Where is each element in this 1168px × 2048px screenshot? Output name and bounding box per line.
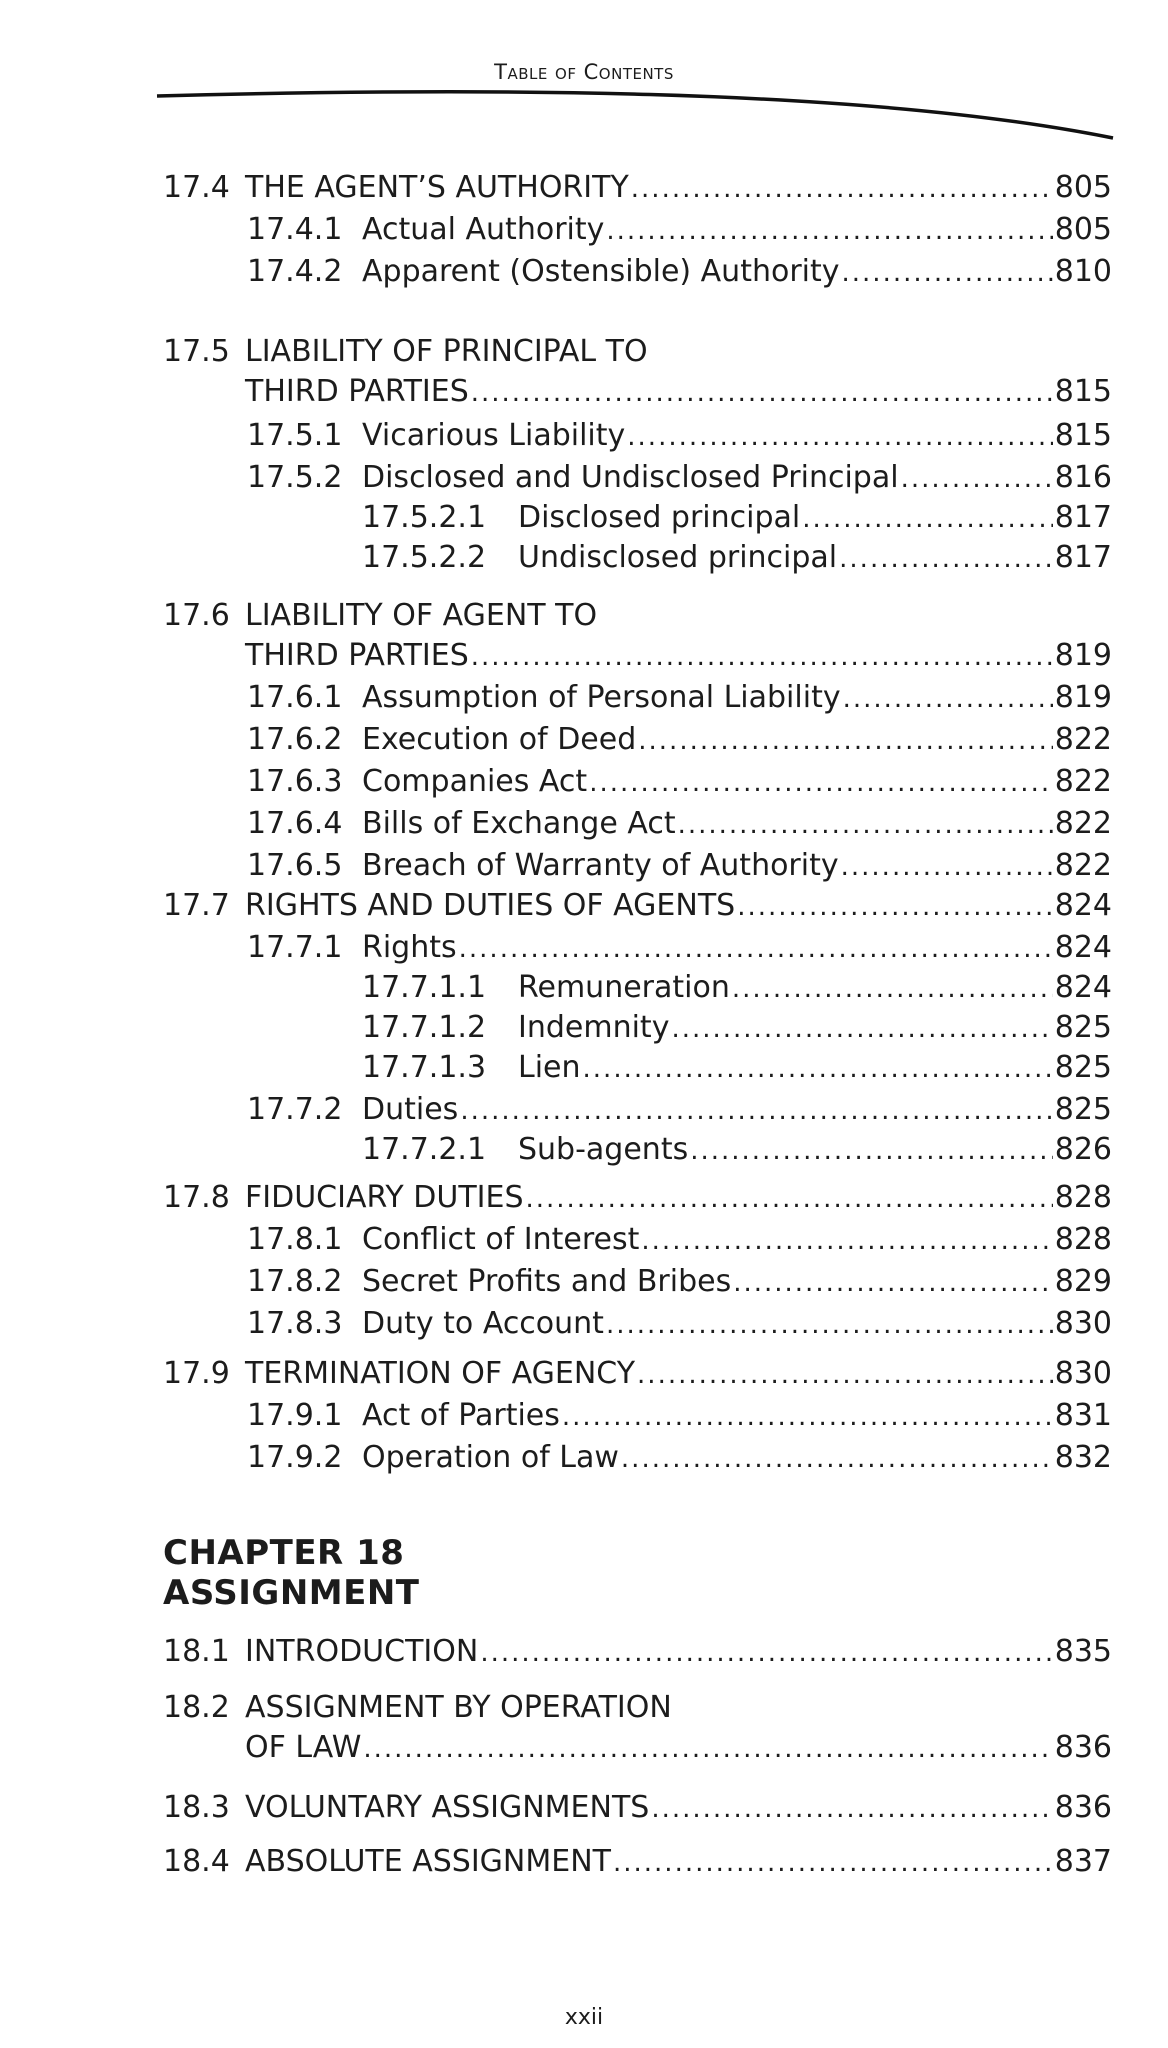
toc-entry[interactable] bbox=[245, 1634, 1112, 1671]
toc-page-number: 822 bbox=[1054, 764, 1112, 799]
toc-entry[interactable] bbox=[518, 500, 1112, 537]
dot-leader bbox=[638, 723, 1052, 759]
dot-leader bbox=[671, 1011, 1052, 1047]
toc-number: 17.6.2 bbox=[247, 722, 343, 757]
toc-number: 17.5.1 bbox=[247, 418, 343, 453]
dot-leader bbox=[631, 171, 1053, 207]
toc-page-number: 831 bbox=[1054, 1398, 1112, 1433]
toc-title: Secret Profits and Bribes bbox=[362, 1264, 732, 1299]
toc-number: 17.9 bbox=[163, 1356, 230, 1391]
toc-page-number: 825 bbox=[1054, 1092, 1112, 1127]
toc-number: 17.6.4 bbox=[247, 806, 343, 841]
dot-leader bbox=[839, 541, 1053, 577]
dot-leader bbox=[460, 1093, 1052, 1129]
toc-number: 17.5 bbox=[163, 334, 230, 369]
dot-leader bbox=[737, 889, 1053, 925]
toc-title: ASSIGNMENT BY OPERATION bbox=[245, 1690, 672, 1725]
toc-number: 17.7 bbox=[163, 888, 230, 923]
toc-number: 17.7.1.2 bbox=[362, 1010, 487, 1045]
toc-page-number: 837 bbox=[1054, 1844, 1112, 1879]
dot-leader bbox=[606, 1307, 1053, 1343]
toc-title-continuation: OF LAW bbox=[245, 1730, 362, 1765]
dot-leader bbox=[637, 1357, 1053, 1393]
toc-page-number: 817 bbox=[1054, 500, 1112, 535]
dot-leader bbox=[841, 849, 1053, 885]
toc-number: 17.8.3 bbox=[247, 1306, 343, 1341]
dot-leader bbox=[526, 1181, 1053, 1217]
toc-entry[interactable] bbox=[362, 806, 1112, 843]
toc-number: 18.4 bbox=[163, 1844, 230, 1879]
dot-leader bbox=[589, 765, 1053, 801]
page-number: xxii bbox=[564, 2005, 604, 2030]
toc-number: 17.7.2.1 bbox=[362, 1132, 487, 1167]
toc-page-number: 830 bbox=[1054, 1306, 1112, 1341]
toc-page-number: 815 bbox=[1054, 418, 1112, 453]
toc-entry[interactable] bbox=[518, 970, 1112, 1007]
toc-page-number: 805 bbox=[1054, 212, 1112, 247]
toc-page-number: 828 bbox=[1054, 1222, 1112, 1257]
toc-page-number: 819 bbox=[1054, 638, 1112, 673]
toc-entry[interactable] bbox=[245, 1730, 1112, 1767]
toc-page-number: 817 bbox=[1054, 540, 1112, 575]
toc-page-number: 836 bbox=[1054, 1790, 1112, 1825]
toc-number: 17.5.2.2 bbox=[362, 540, 487, 575]
toc-number: 17.8.2 bbox=[247, 1264, 343, 1299]
toc-number: 17.8 bbox=[163, 1180, 230, 1215]
toc-title: INTRODUCTION bbox=[245, 1634, 479, 1669]
toc-title: Assumption of Personal Liability bbox=[362, 680, 841, 715]
toc-page-number: 835 bbox=[1054, 1634, 1112, 1669]
toc-entry[interactable] bbox=[518, 1010, 1112, 1047]
running-header: Table of Contents bbox=[494, 60, 674, 84]
toc-page-number: 825 bbox=[1054, 1010, 1112, 1045]
toc-title: Undisclosed principal bbox=[518, 540, 838, 575]
toc-page-number: 822 bbox=[1054, 806, 1112, 841]
toc-page-number: 816 bbox=[1054, 460, 1112, 495]
toc-title: Execution of Deed bbox=[362, 722, 637, 757]
toc-title: Apparent (Ostensible) Authority bbox=[362, 254, 840, 289]
toc-number: 17.6.1 bbox=[247, 680, 343, 715]
chapter-heading: CHAPTER 18 bbox=[163, 1533, 405, 1573]
toc-number: 18.2 bbox=[163, 1690, 230, 1725]
dot-leader bbox=[843, 681, 1053, 717]
toc-page-number: 830 bbox=[1054, 1356, 1112, 1391]
dot-leader bbox=[562, 1399, 1053, 1435]
toc-title: LIABILITY OF PRINCIPAL TO bbox=[245, 334, 648, 369]
dot-leader bbox=[363, 1731, 1052, 1767]
toc-title: Sub-agents bbox=[518, 1132, 689, 1167]
dot-leader bbox=[641, 1223, 1052, 1259]
toc-title: LIABILITY OF AGENT TO bbox=[245, 598, 598, 633]
toc-entry[interactable] bbox=[245, 170, 1112, 207]
toc-number: 17.4.1 bbox=[247, 212, 343, 247]
toc-number: 17.4.2 bbox=[247, 254, 343, 289]
toc-entry[interactable] bbox=[362, 212, 1112, 249]
toc-page-number: 824 bbox=[1054, 930, 1112, 965]
toc-entry[interactable] bbox=[518, 1050, 1112, 1087]
toc-page-number: 836 bbox=[1054, 1730, 1112, 1765]
dot-leader bbox=[901, 461, 1053, 497]
toc-title: Actual Authority bbox=[362, 212, 605, 247]
toc-title: Disclosed and Undisclosed Principal bbox=[362, 460, 899, 495]
dot-leader bbox=[613, 1845, 1053, 1881]
toc-number: 17.6 bbox=[163, 598, 230, 633]
toc-number: 17.7.1.3 bbox=[362, 1050, 487, 1085]
toc-number: 17.7.1 bbox=[247, 930, 343, 965]
toc-number: 17.7.1.1 bbox=[362, 970, 487, 1005]
toc-page-number: 805 bbox=[1054, 170, 1112, 205]
toc-title: TERMINATION OF AGENCY bbox=[245, 1356, 636, 1391]
toc-title: Duties bbox=[362, 1092, 459, 1127]
toc-entry[interactable] bbox=[362, 722, 1112, 759]
dot-leader bbox=[621, 1441, 1053, 1477]
toc-page-number: 822 bbox=[1054, 722, 1112, 757]
toc-page-number: 825 bbox=[1054, 1050, 1112, 1085]
toc-title: Operation of Law bbox=[362, 1440, 619, 1475]
dot-leader bbox=[471, 375, 1053, 411]
dot-leader bbox=[459, 931, 1053, 967]
toc-entry[interactable] bbox=[518, 1132, 1112, 1169]
toc-title: Rights bbox=[362, 930, 457, 965]
toc-page-number: 828 bbox=[1054, 1180, 1112, 1215]
toc-entry[interactable] bbox=[245, 1790, 1112, 1827]
toc-page-number: 824 bbox=[1054, 970, 1112, 1005]
toc-entry[interactable] bbox=[518, 540, 1112, 577]
toc-entry[interactable] bbox=[362, 1092, 1112, 1129]
toc-page-number: 832 bbox=[1054, 1440, 1112, 1475]
toc-entry[interactable] bbox=[362, 764, 1112, 801]
toc-page-number: 810 bbox=[1054, 254, 1112, 289]
toc-number: 17.5.2.1 bbox=[362, 500, 487, 535]
toc-title: Remuneration bbox=[518, 970, 730, 1005]
toc-title: Act of Parties bbox=[362, 1398, 560, 1433]
toc-entry[interactable] bbox=[362, 680, 1112, 717]
toc-number: 17.7.2 bbox=[247, 1092, 343, 1127]
chapter-title: ASSIGNMENT bbox=[163, 1573, 420, 1613]
toc-entry[interactable] bbox=[245, 1180, 1112, 1217]
toc-entry[interactable] bbox=[245, 1356, 1112, 1393]
dot-leader bbox=[842, 255, 1053, 291]
toc-number: 18.1 bbox=[163, 1634, 230, 1669]
toc-page-number: 819 bbox=[1054, 680, 1112, 715]
dot-leader bbox=[802, 501, 1053, 537]
toc-number: 18.3 bbox=[163, 1790, 230, 1825]
toc-entry[interactable] bbox=[362, 254, 1112, 291]
toc-number: 17.8.1 bbox=[247, 1222, 343, 1257]
toc-entry[interactable] bbox=[362, 418, 1112, 455]
toc-entry[interactable] bbox=[362, 460, 1112, 497]
toc-page-number: 815 bbox=[1054, 374, 1112, 409]
toc-page-number: 822 bbox=[1054, 848, 1112, 883]
toc-title: Indemnity bbox=[518, 1010, 670, 1045]
toc-number: 17.6.3 bbox=[247, 764, 343, 799]
toc-page-number: 824 bbox=[1054, 888, 1112, 923]
dot-leader bbox=[583, 1051, 1053, 1087]
toc-title: Vicarious Liability bbox=[362, 418, 626, 453]
toc-title: Conflict of Interest bbox=[362, 1222, 640, 1257]
toc-entry[interactable] bbox=[362, 930, 1112, 967]
toc-entry[interactable] bbox=[362, 1222, 1112, 1259]
dot-leader bbox=[733, 1265, 1053, 1301]
toc-number: 17.9.1 bbox=[247, 1398, 343, 1433]
dot-leader bbox=[690, 1133, 1053, 1169]
toc-entry[interactable] bbox=[362, 848, 1112, 885]
toc-title: THE AGENT’S AUTHORITY bbox=[245, 170, 629, 205]
toc-entry[interactable] bbox=[245, 1844, 1112, 1881]
toc-title: FIDUCIARY DUTIES bbox=[245, 1180, 524, 1215]
toc-entry[interactable] bbox=[245, 374, 1112, 411]
dot-leader bbox=[471, 639, 1053, 675]
toc-title: RIGHTS AND DUTIES OF AGENTS bbox=[245, 888, 736, 923]
toc-entry[interactable] bbox=[362, 1306, 1112, 1343]
dot-leader bbox=[651, 1791, 1052, 1827]
toc-number: 17.4 bbox=[163, 170, 230, 205]
toc-title: Breach of Warranty of Authority bbox=[362, 848, 839, 883]
dot-leader bbox=[678, 807, 1053, 843]
dot-leader bbox=[480, 1635, 1052, 1671]
toc-number: 17.6.5 bbox=[247, 848, 343, 883]
toc-entry[interactable] bbox=[245, 638, 1112, 675]
toc-entry[interactable] bbox=[362, 1398, 1112, 1435]
toc-title: Duty to Account bbox=[362, 1306, 604, 1341]
toc-number: 17.5.2 bbox=[247, 460, 343, 495]
toc-entry[interactable] bbox=[362, 1440, 1112, 1477]
toc-title-continuation: THIRD PARTIES bbox=[245, 638, 469, 673]
toc-title: VOLUNTARY ASSIGNMENTS bbox=[245, 1790, 650, 1825]
toc-number: 17.9.2 bbox=[247, 1440, 343, 1475]
toc-entry[interactable] bbox=[362, 1264, 1112, 1301]
toc-page-number: 829 bbox=[1054, 1264, 1112, 1299]
toc-title-continuation: THIRD PARTIES bbox=[245, 374, 469, 409]
toc-title: Disclosed principal bbox=[518, 500, 801, 535]
toc-title: Bills of Exchange Act bbox=[362, 806, 676, 841]
toc-entry[interactable] bbox=[245, 888, 1112, 925]
dot-leader bbox=[627, 419, 1052, 455]
toc-title: ABSOLUTE ASSIGNMENT bbox=[245, 1844, 611, 1879]
toc-title: Companies Act bbox=[362, 764, 588, 799]
dot-leader bbox=[606, 213, 1052, 249]
dot-leader bbox=[732, 971, 1053, 1007]
toc-title: Lien bbox=[518, 1050, 581, 1085]
toc-page-number: 826 bbox=[1054, 1132, 1112, 1167]
